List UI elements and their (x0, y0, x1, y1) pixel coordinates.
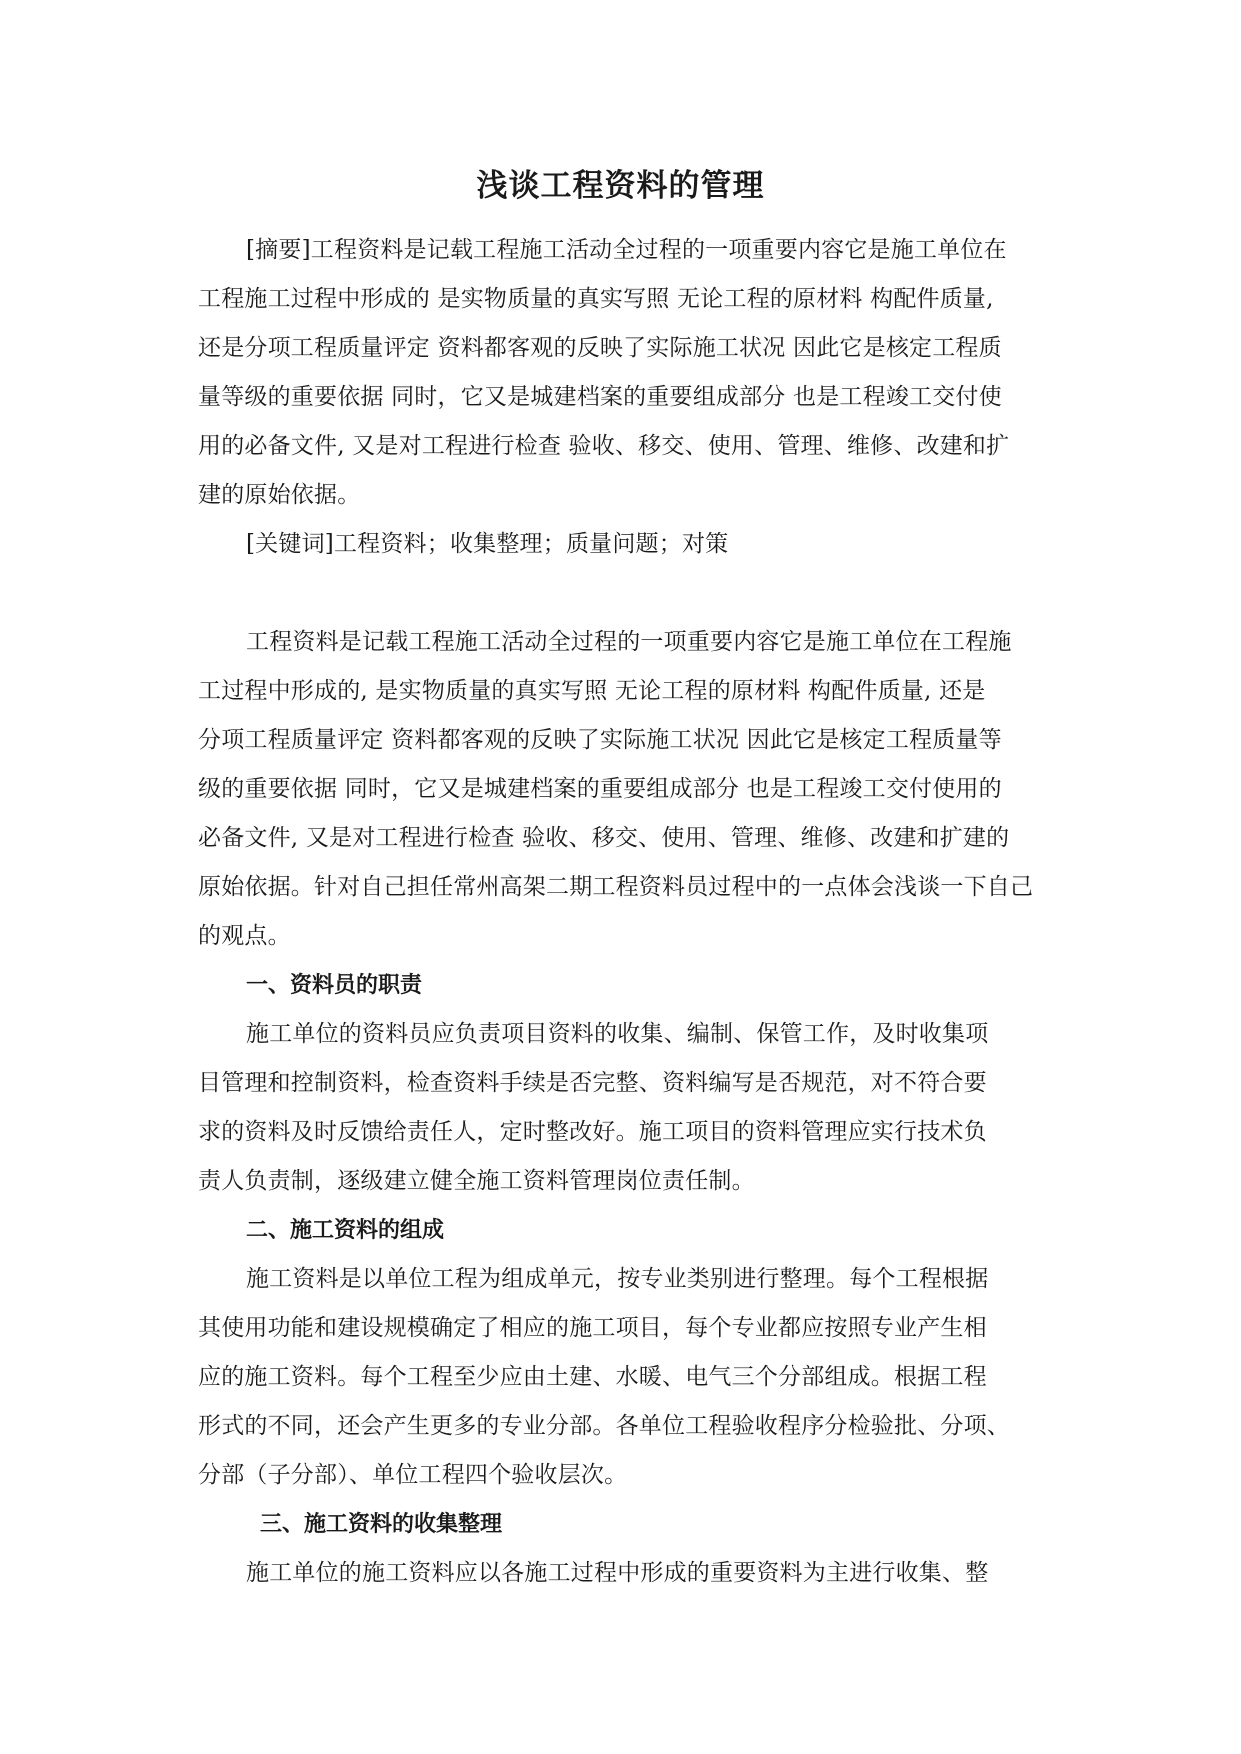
intro-line: 分项工程质量评定 资料都客观的反映了实际施工状况 因此它是核定工程质量等 (198, 727, 1002, 753)
abstract-paragraph (198, 226, 1098, 520)
intro-line: 必备文件, 又是对工程进行检查 验收、移交、使用、管理、维修、改建和扩建的 (198, 825, 1010, 851)
intro-line: 级的重要依据 同时，它又是城建档案的重要组成部分 也是工程竣工交付使用的 (198, 776, 1002, 802)
section-1-line: 求的资料及时反馈给责任人，定时整改好。施工项目的资料管理应实行技术负 (198, 1119, 987, 1145)
abstract-line: 还是分项工程质量评定 资料都客观的反映了实际施工状况 因此它是核定工程质 (198, 335, 1002, 361)
abstract-line: [摘要]工程资料是记载工程施工活动全过程的一项重要内容它是施工单位在 (246, 237, 1007, 263)
section-3 (198, 1500, 1098, 1598)
section-1-line: 目管理和控制资料，检查资料手续是否完整、资料编写是否规范，对不符合要 (198, 1070, 987, 1096)
abstract-line: 工程施工过程中形成的 是实物质量的真实写照 无论工程的原材料 构配件质量, (198, 286, 994, 312)
section-2 (198, 1206, 1098, 1500)
section-2-line: 分部（子分部）、单位工程四个验收层次。 (198, 1462, 628, 1488)
section-1-heading: 一、资料员的职责 (246, 973, 423, 998)
intro-line: 的观点。 (198, 923, 291, 949)
section-2-line: 形式的不同，还会产生更多的专业分部。各单位工程验收程序分检验批、分项、 (198, 1413, 1010, 1439)
section-1-line: 责人负责制，逐级建立健全施工资料管理岗位责任制。 (198, 1168, 755, 1194)
section-2-line: 其使用功能和建设规模确定了相应的施工项目，每个专业都应按照专业产生相 (198, 1315, 987, 1341)
intro-line: 工过程中形成的, 是实物质量的真实写照 无论工程的原材料 构配件质量, 还是 (198, 678, 986, 704)
section-2-heading: 二、施工资料的组成 (246, 1218, 445, 1243)
keywords-paragraph (198, 520, 1098, 569)
abstract-line: 量等级的重要依据 同时，它又是城建档案的重要组成部分 也是工程竣工交付使 (198, 384, 1002, 410)
section-2-line: 应的施工资料。每个工程至少应由土建、水暖、电气三个分部组成。根据工程 (198, 1364, 987, 1390)
section-3-line: 施工单位的施工资料应以各施工过程中形成的重要资料为主进行收集、整 (246, 1560, 989, 1586)
section-3-heading: 三、施工资料的收集整理 (260, 1512, 503, 1537)
intro-line: 工程资料是记载工程施工活动全过程的一项重要内容它是施工单位在工程施 (246, 629, 1012, 655)
keywords-line: [关键词]工程资料；收集整理；质量问题；对策 (246, 531, 729, 557)
section-1 (198, 961, 1098, 1206)
section-2-line: 施工资料是以单位工程为组成单元，按专业类别进行整理。每个工程根据 (246, 1266, 989, 1292)
section-1-line: 施工单位的资料员应负责项目资料的收集、编制、保管工作，及时收集项 (246, 1021, 989, 1047)
intro-line: 原始依据。针对自己担任常州高架二期工程资料员过程中的一点体会浅谈一下自己 (198, 874, 1034, 900)
abstract-line: 建的原始依据。 (198, 482, 361, 508)
abstract-line: 用的必备文件, 又是对工程进行检查 验收、移交、使用、管理、维修、改建和扩 (198, 433, 1010, 459)
intro-paragraph (198, 618, 1098, 961)
page-title: 浅谈工程资料的管理 (476, 168, 765, 204)
